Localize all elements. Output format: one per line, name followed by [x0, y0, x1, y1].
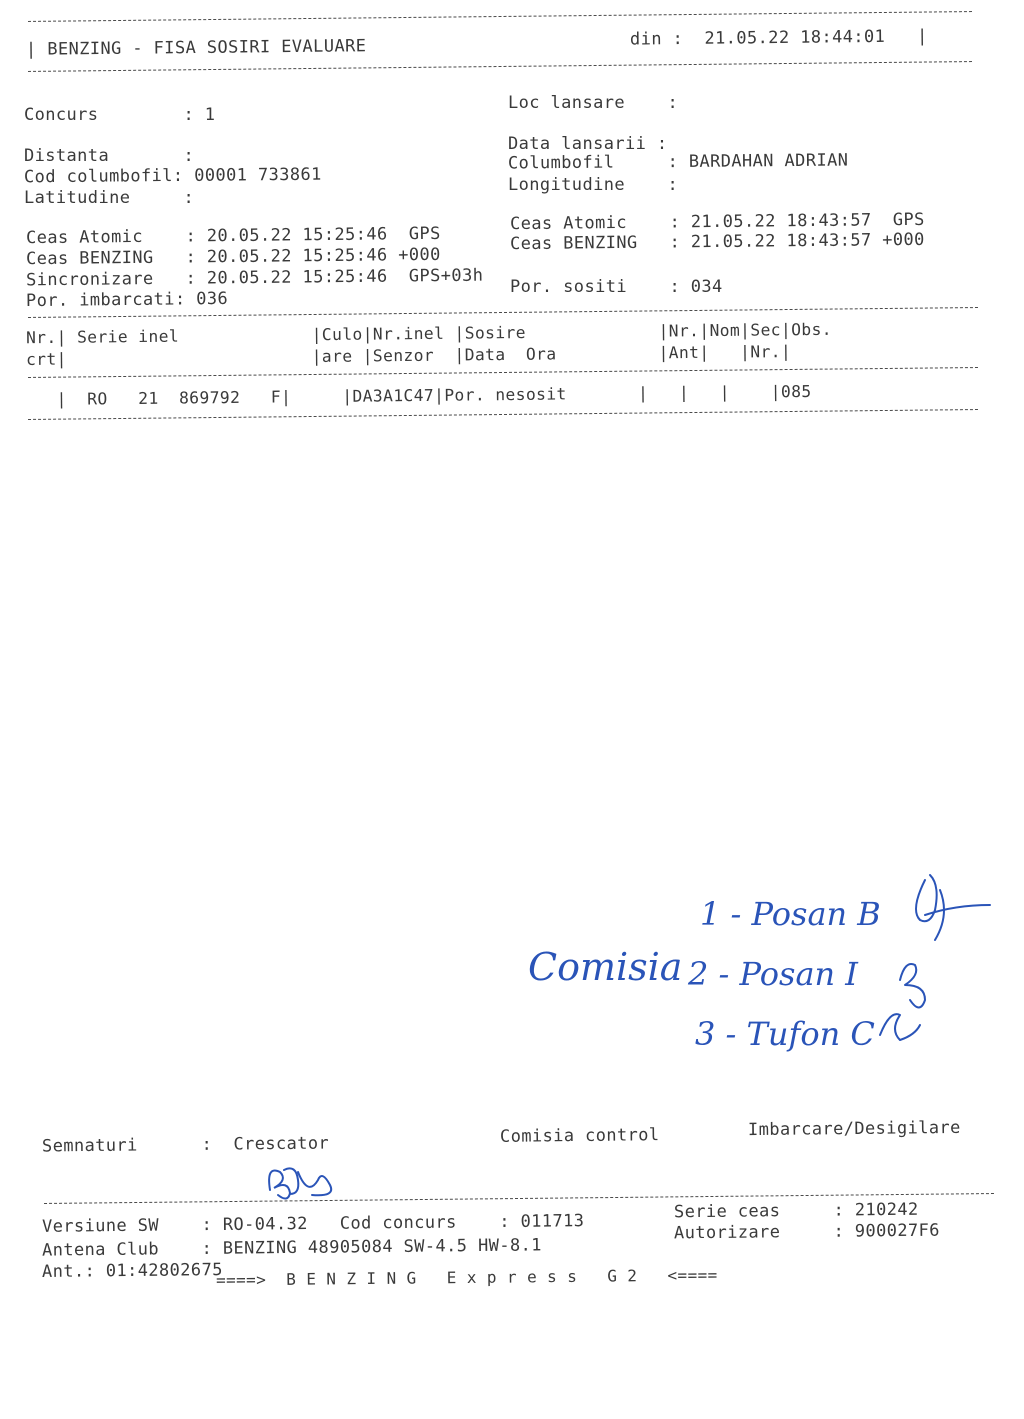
ceas-benzing-right-field: Ceas BENZING : 21.05.22 18:43:57 +000 — [509, 229, 925, 255]
ceas-atomic-field: Ceas Atomic : 20.05.22 15:25:46 GPS — [25, 223, 441, 249]
commission-handwriting — [520, 870, 1000, 1070]
commission-label: Comisia — [528, 945, 683, 989]
por-imbarcati-field: Por. imbarcati: 036 — [25, 288, 229, 312]
commission-member-1: 1 - Posan B — [700, 895, 881, 933]
por-sositi-field: Por. sositi : 034 — [510, 277, 723, 297]
autorizare-field: Autorizare : 900027F6 — [673, 1220, 940, 1244]
data-lansarii-field: Data lansarii : — [508, 134, 668, 154]
table-row: | RO 21 869792 F| |DA3A1C47|Por. nesosit | | | |085 — [25, 381, 812, 410]
versiune-sw-field: Versiune SW : RO-04.32 Cod concurs : 011713 — [41, 1211, 585, 1237]
divider — [28, 61, 972, 72]
semnaturi-label: Semnaturi : Crescator — [41, 1133, 330, 1157]
divider — [28, 367, 978, 378]
commission-member-3: 3 - Tufon C — [695, 1015, 875, 1053]
benzing-banner: ====> B E N Z I N G E x p r e s s G 2 <==== — [215, 1265, 718, 1290]
commission-member-2: 2 - Posan I — [688, 955, 858, 993]
table-header-row-2: crt| |are |Senzor |Data Ora |Ant| |Nr.| — [25, 341, 792, 370]
distanta-field: Distanta : — [24, 146, 195, 166]
imbarcare-label: Imbarcare/Desigilare — [747, 1117, 961, 1141]
table-header-row-1: Nr.| Serie inel |Culo|Nr.inel |Sosire |Nr.|Nom|Sec|Obs. — [25, 319, 833, 348]
sincronizare-field: Sincronizare : 20.05.22 15:25:46 GPS+03h — [25, 265, 484, 291]
latitudine-field: Latitudine : — [24, 188, 195, 208]
ceas-benzing-field: Ceas BENZING : 20.05.22 15:25:46 +000 — [25, 244, 441, 270]
concurs-field: Concurs : 1 — [24, 105, 216, 125]
crescator-signature — [262, 1160, 342, 1205]
report-date: din : 21.05.22 18:44:01 | — [629, 26, 928, 50]
columbofil-field: Columbofil : BARDAHAN ADRIAN — [507, 150, 849, 174]
ant-field: Ant.: 01:42802675 — [41, 1260, 223, 1282]
loc-lansare-field: Loc lansare : — [508, 93, 679, 113]
comisia-control-label: Comisia control — [499, 1125, 660, 1147]
divider — [28, 409, 978, 420]
serie-ceas-field: Serie ceas : 210242 — [673, 1199, 919, 1223]
longitudine-field: Longitudine : — [508, 175, 679, 195]
cod-columbofil-field: Cod columbofil: 00001 733861 — [23, 164, 322, 188]
report-title: | BENZING - FISA SOSIRI EVALUARE — [25, 36, 367, 60]
divider — [28, 11, 972, 22]
ceas-atomic-right-field: Ceas Atomic : 21.05.22 18:43:57 GPS — [509, 209, 925, 235]
antena-club-field: Antena Club : BENZING 48905084 SW-4.5 HW-8.1 — [41, 1235, 542, 1261]
